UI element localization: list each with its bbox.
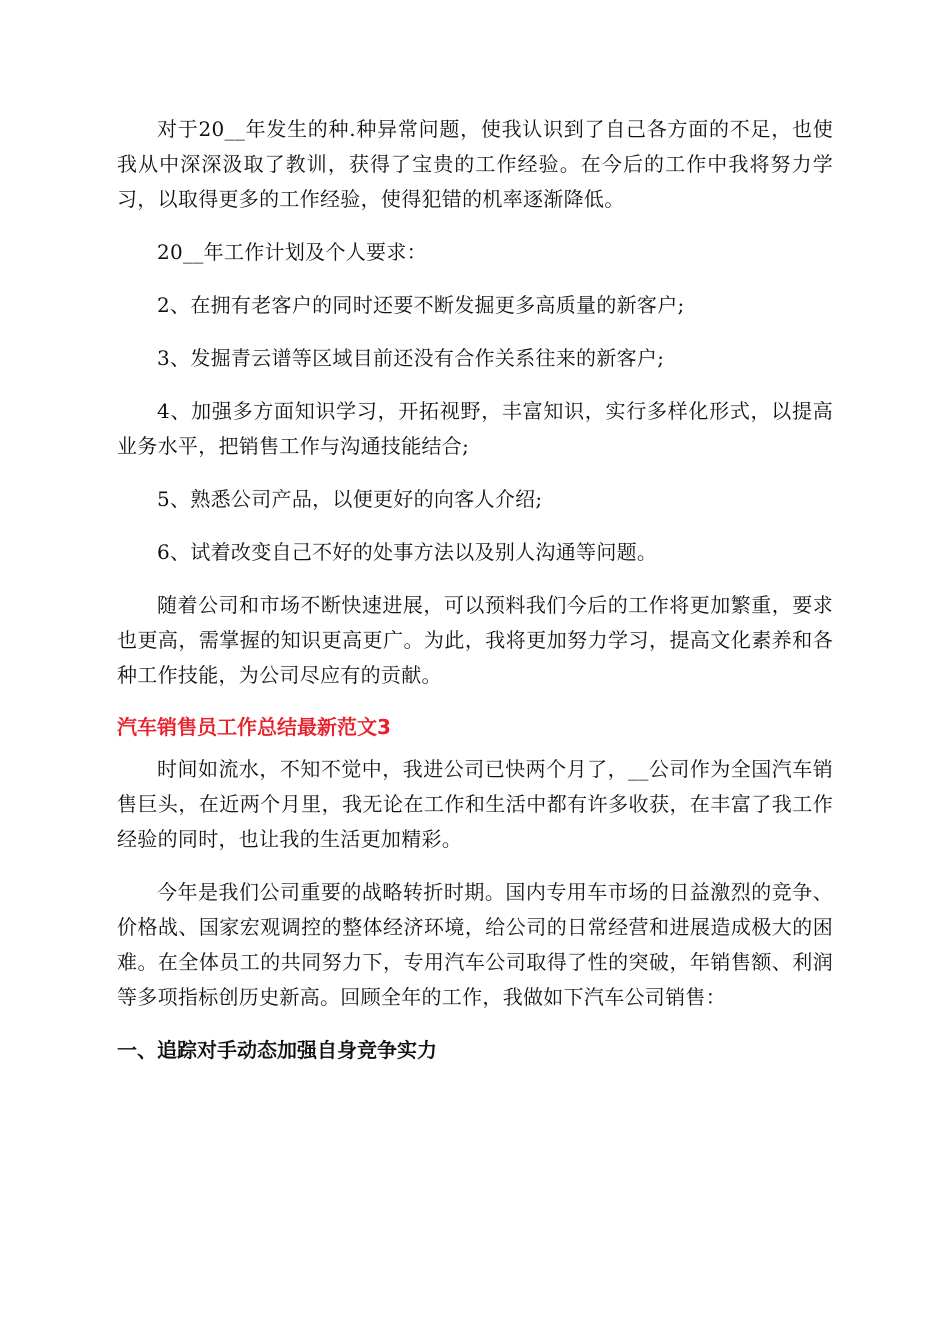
list-item-4: 4、加强多方面知识学习，开拓视野，丰富知识，实行多样化形式，以提高业务水平，把销售工作与沟通技能结合; bbox=[117, 399, 833, 458]
paragraph-strategic-period: 今年是我们公司重要的战略转折时期。国内专用车市场的日益激烈的竞争、价格战、国家宏观调控的整体经济环境，给公司的日常经营和进展造成极大的困难。在全体员工的共同努力下，专用汽车公司取得了性的突破，年销售额、利润等多项指标创历史新高。回顾全年的工作，我做如下汽车公司销售： bbox=[117, 880, 833, 1009]
paragraph-outlook: 随着公司和市场不断快速进展，可以预料我们今后的工作将更加繁重，要求也更高，需掌握的知识更高更广。为此，我将更加努力学习，提高文化素养和各种工作技能，为公司尽应有的贡献。 bbox=[117, 593, 833, 687]
list-item-3: 3、发掘青云谱等区域目前还没有合作关系往来的新客户; bbox=[157, 346, 665, 370]
paragraph-lessons: 对于20__年发生的种.种异常问题，使我认识到了自己各方面的不足，也使我从中深深汲取了教训，获得了宝贵的工作经验。在今后的工作中我将努力学习，以取得更多的工作经验，使得犯错的机率逐渐降低。 bbox=[117, 117, 833, 211]
list-item-2: 2、在拥有老客户的同时还要不断发掘更多高质量的新客户; bbox=[157, 293, 685, 317]
subheading: 一、追踪对手动态加强自身竞争实力 bbox=[117, 1038, 437, 1062]
list-item-6: 6、试着改变自己不好的处事方法以及别人沟通等问题。 bbox=[157, 540, 658, 564]
list-item-5: 5、熟悉公司产品，以便更好的向客人介绍; bbox=[157, 487, 543, 511]
paragraph-time-flies: 时间如流水，不知不觉中，我进公司已快两个月了，__公司作为全国汽车销售巨头，在近两个月里，我无论在工作和生活中都有许多收获，在丰富了我工作经验的同时，也让我的生活更加精彩。 bbox=[117, 757, 833, 851]
document-body bbox=[117, 112, 833, 1067]
section-title: 汽车销售员工作总结最新范文3 bbox=[117, 715, 391, 739]
paragraph-plan-heading: 20__年工作计划及个人要求： bbox=[157, 240, 427, 264]
